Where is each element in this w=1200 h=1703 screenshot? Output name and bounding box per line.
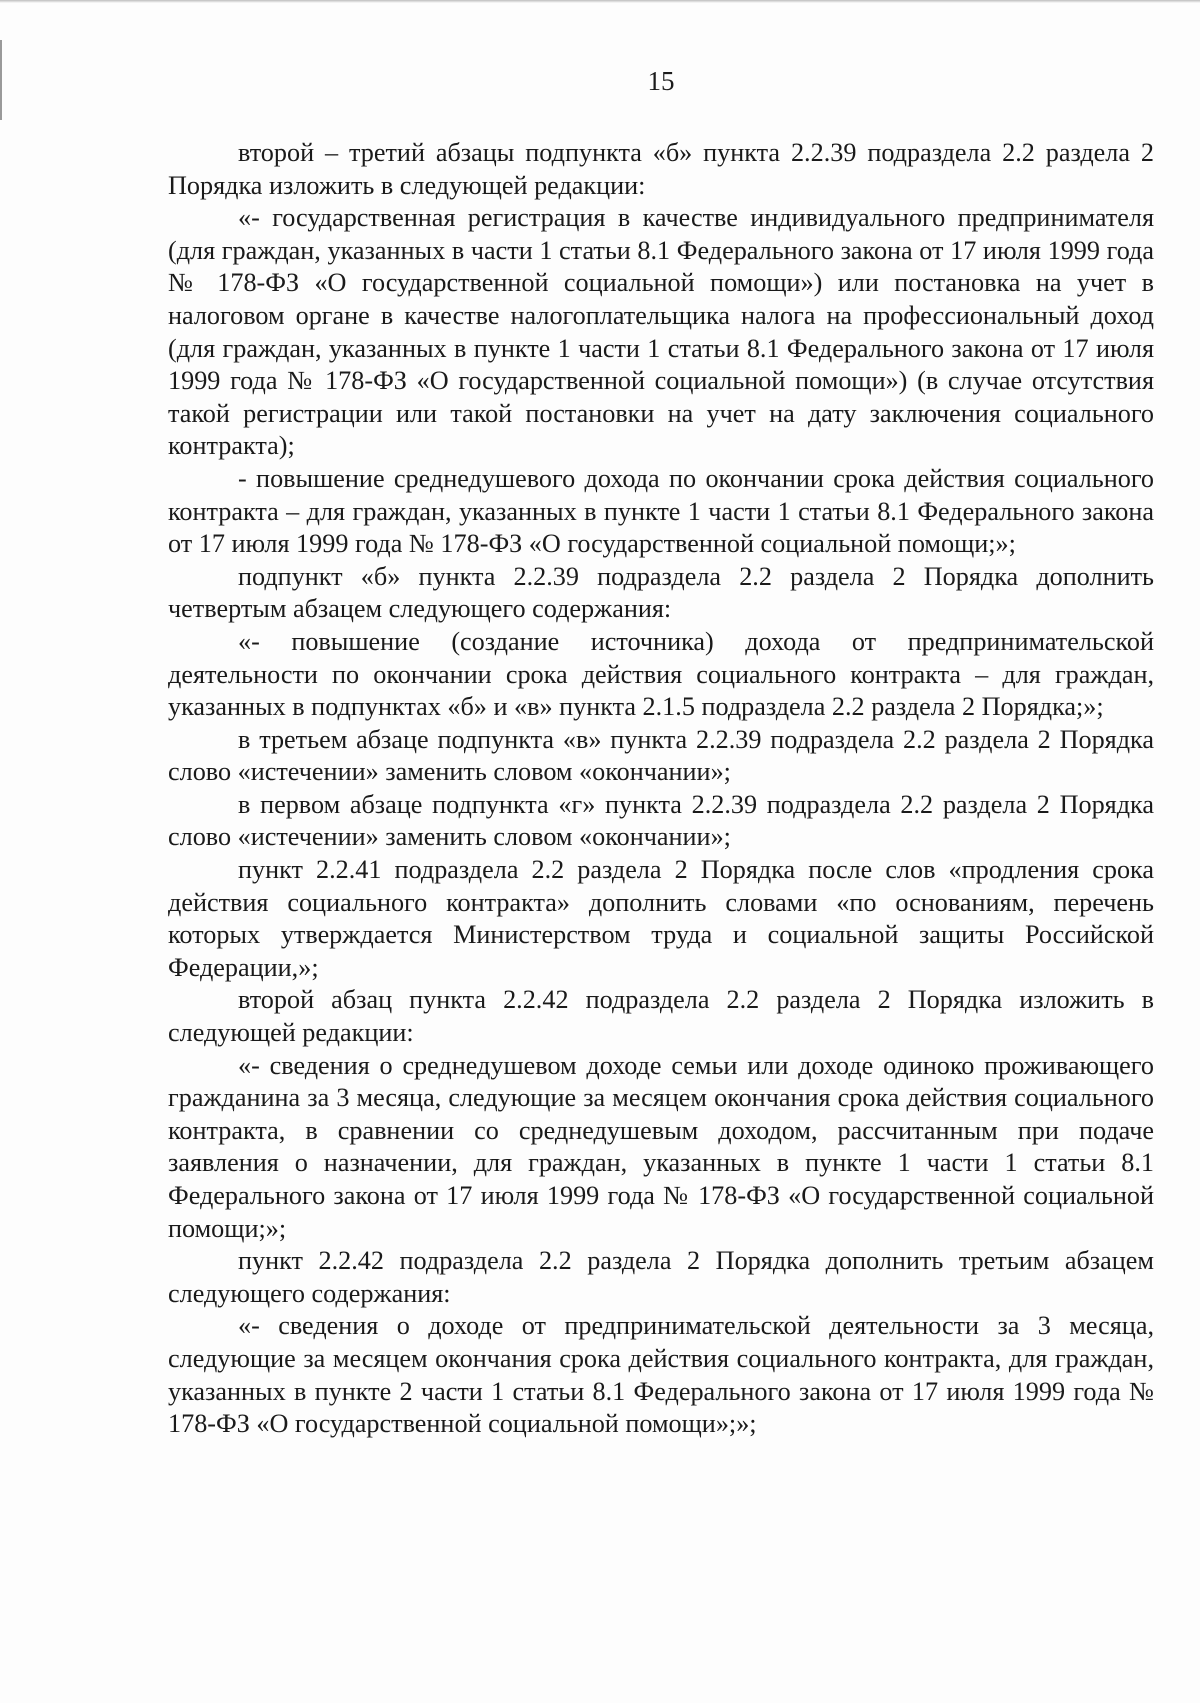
paragraph: «- повышение (создание источника) дохода от предпринимательской деятельности по окончании срока действия социального контракта – для граждан, указанных в подпунктах «б» и «в» пункта 2.1.5 подраздела 2.2 раздела 2 Порядка;»; bbox=[168, 626, 1154, 722]
paragraph: подпункт «б» пункта 2.2.39 подраздела 2.2 раздела 2 Порядка дополнить четвертым абзацем следующего содержания: bbox=[168, 561, 1154, 624]
page-number: 15 bbox=[647, 66, 675, 96]
paragraph: второй – третий абзацы подпункта «б» пункта 2.2.39 подраздела 2.2 раздела 2 Порядка изложить в следующей редакции: bbox=[168, 138, 1154, 200]
document-body bbox=[168, 137, 1154, 1441]
paragraph: «- сведения о среднедушевом доходе семьи или доходе одиноко проживающего гражданина за 3 месяца, следующие за месяцем окончания срока действия социального контракта, в сравнении со среднедушевым доходом, рассчитанным при подаче заявления о назначении, для граждан, указанных в пункте 1 части 1 статьи 8.1 Федерального закона от 17 июля 1999 года № 178-ФЗ «О государственной социальной помощи;»; bbox=[168, 1050, 1154, 1243]
paragraph: пункт 2.2.42 подраздела 2.2 раздела 2 Порядка дополнить третьим абзацем следующего содержания: bbox=[168, 1246, 1154, 1308]
paragraph: второй абзац пункта 2.2.42 подраздела 2.2 раздела 2 Порядка изложить в следующей редакции: bbox=[168, 985, 1154, 1048]
paragraph: - повышение среднедушевого дохода по окончании срока действия социального контракта – для граждан, указанных в пункте 1 части 1 статьи 8.1 Федерального закона от 17 июля 1999 года № 178-ФЗ «О государственной социальной помощи;»; bbox=[168, 463, 1154, 559]
scan-top-edge bbox=[0, 0, 1200, 3]
paragraph: «- государственная регистрация в качестве индивидуального предпринимателя (для граждан, указанных в части 1 статьи 8.1 Федерального закона от 17 июля 1999 года № 178-ФЗ «О государственной социальной помощи») или постановка на учет в налоговом органе в качестве налогоплательщика налога на профессиональный доход (для граждан, указанных в пункте 1 части 1 статьи 8.1 Федерального закона от 17 июля 1999 года № 178-ФЗ «О государственной социальной помощи») (в случае отсутствия такой регистрации или такой постановки на учет на дату заключения социального контракта); bbox=[168, 203, 1154, 461]
paragraph: пункт 2.2.41 подраздела 2.2 раздела 2 Порядка после слов «продления срока действия социального контракта» дополнить словами «по основаниям, перечень которых утверждается Министерством труда и социальной защиты Российской Федерации,»; bbox=[168, 855, 1154, 982]
paragraph: в третьем абзаце подпункта «в» пункта 2.2.39 подраздела 2.2 раздела 2 Порядка слово «истечении» заменить словом «окончании»; bbox=[168, 724, 1154, 787]
paragraph: в первом абзаце подпункта «г» пункта 2.2.39 подраздела 2.2 раздела 2 Порядка слово «истечении» заменить словом «окончании»; bbox=[168, 789, 1154, 852]
paragraph: «- сведения о доходе от предпринимательской деятельности за 3 месяца, следующие за месяцем окончания срока действия социального контракта, для граждан, указанных в пункте 2 части 1 статьи 8.1 Федерального закона от 17 июля 1999 года № 178-ФЗ «О государственной социальной помощи»;»; bbox=[168, 1311, 1154, 1439]
